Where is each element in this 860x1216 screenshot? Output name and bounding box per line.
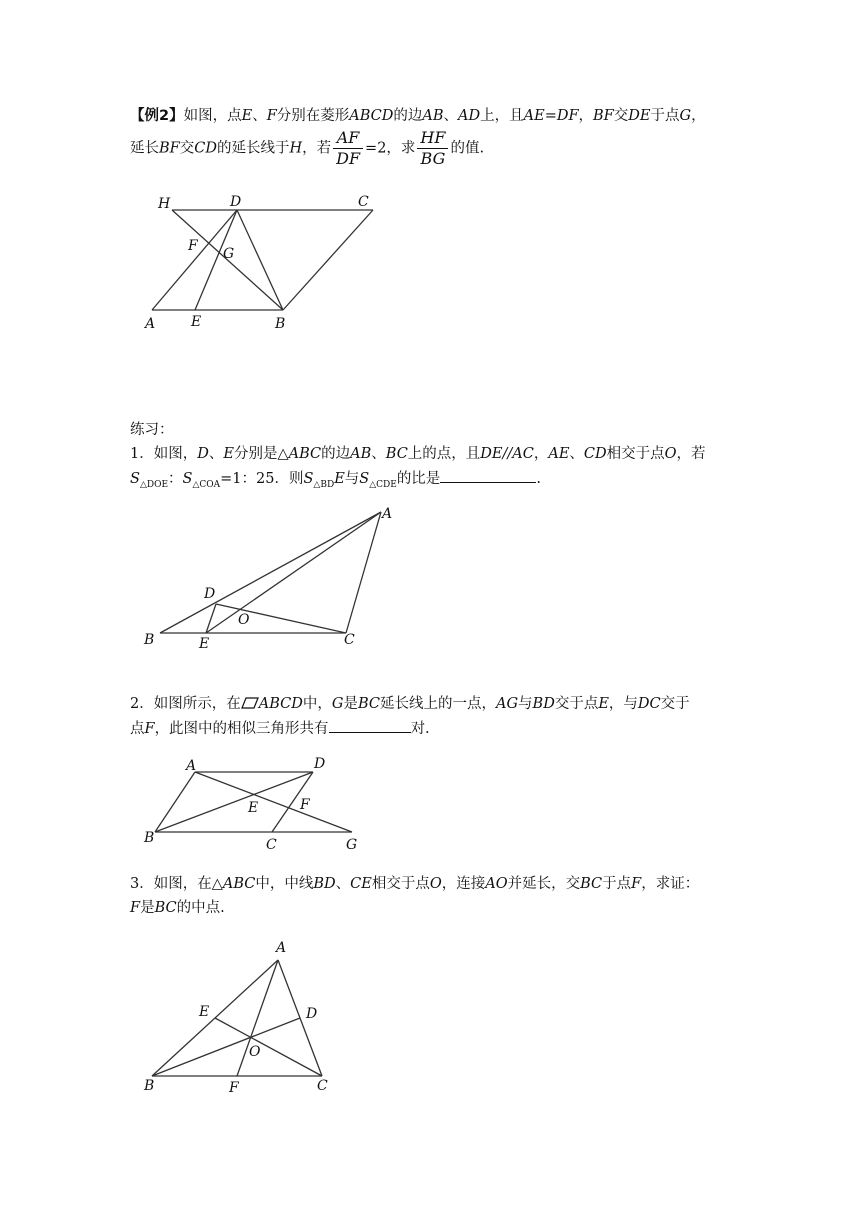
text: ，连接 xyxy=(441,876,486,892)
var: DE//AC xyxy=(480,446,534,462)
point-label-b: B xyxy=(275,316,286,332)
text: 、 xyxy=(569,446,584,462)
answer-blank[interactable] xyxy=(329,718,411,733)
var: BD xyxy=(532,696,555,712)
point-label-b: B xyxy=(144,632,155,648)
var: H xyxy=(289,140,303,157)
var: AB xyxy=(422,108,444,124)
practice-heading: 练习： xyxy=(130,422,174,438)
text: 1．如图， xyxy=(130,446,198,462)
point-label-b: B xyxy=(144,830,155,846)
text: 的中点. xyxy=(176,900,225,916)
var: AB xyxy=(350,446,372,462)
var: D xyxy=(197,446,209,462)
fraction-af-df xyxy=(333,128,363,169)
point-label-a: A xyxy=(382,506,393,522)
point-label-a: A xyxy=(145,316,156,332)
text: 如图，点 xyxy=(183,108,242,124)
var: DF xyxy=(556,108,579,124)
text: 是 xyxy=(343,696,358,712)
point-label-c: C xyxy=(317,1078,328,1094)
text: 、 xyxy=(252,108,267,124)
var: AG xyxy=(495,696,519,712)
subscript: △CDE xyxy=(369,479,397,490)
text: 相交于点 xyxy=(606,446,665,462)
text: ，与 xyxy=(608,696,638,712)
text: 的值. xyxy=(450,140,485,157)
var: CD xyxy=(194,140,217,157)
var: AO xyxy=(485,876,508,892)
var: AD xyxy=(458,108,481,124)
text: =2，求 xyxy=(365,140,416,157)
var: CD xyxy=(583,446,607,462)
q2-line1 xyxy=(130,694,690,714)
text: 的延长线于 xyxy=(216,140,290,157)
text: 分别在菱形 xyxy=(276,108,350,124)
fraction-numerator: HF xyxy=(417,128,448,149)
point-label-e: E xyxy=(199,636,210,652)
var: AE xyxy=(548,446,570,462)
var: S xyxy=(182,471,193,487)
text: ， xyxy=(533,446,549,462)
point-label-c: C xyxy=(358,194,369,210)
example2-label: 【例2】 xyxy=(130,108,184,124)
var: BC xyxy=(357,696,380,712)
text: 、 xyxy=(443,108,459,124)
q1-line2 xyxy=(130,468,541,495)
text: 并延长，交 xyxy=(507,876,581,892)
var: BC xyxy=(154,900,177,916)
q1-line1 xyxy=(130,444,706,464)
point-label-f: F xyxy=(188,238,198,254)
text: 相交于点 xyxy=(371,876,430,892)
var: E xyxy=(241,108,253,124)
point-label-a: A xyxy=(186,758,197,774)
text: 、 xyxy=(371,446,386,462)
var: DE xyxy=(628,108,651,124)
var: DC xyxy=(637,696,661,712)
q2-line2 xyxy=(130,718,430,739)
text: 、 xyxy=(208,446,224,462)
answer-blank[interactable] xyxy=(440,468,536,483)
subscript: △BD xyxy=(313,479,335,490)
var: O xyxy=(664,446,677,462)
var: S xyxy=(303,471,314,487)
text: . xyxy=(536,471,541,487)
fraction-hf-bg xyxy=(417,128,448,169)
var: E xyxy=(223,446,234,462)
text: 交 xyxy=(613,108,629,124)
example2-line1 xyxy=(130,106,706,126)
text: = xyxy=(544,108,557,124)
point-label-g: G xyxy=(223,246,235,262)
var: S xyxy=(359,471,370,487)
text: 于点 xyxy=(602,876,632,892)
text: 上的点，且 xyxy=(407,446,481,462)
var: F xyxy=(130,900,141,916)
point-label-e: E xyxy=(199,1004,210,1020)
text: 、 xyxy=(335,876,351,892)
var: ABC xyxy=(222,876,256,892)
point-label-o: O xyxy=(238,612,250,628)
point-label-e: E xyxy=(248,800,259,816)
text: ， xyxy=(578,108,594,124)
text: 延长线上的一点， xyxy=(379,696,496,712)
var: F xyxy=(266,108,277,124)
text: 是 xyxy=(140,900,155,916)
text: 3．如图，在△ xyxy=(130,876,223,892)
point-label-e: E xyxy=(191,314,202,330)
text: 点 xyxy=(130,721,145,737)
var: ABCD xyxy=(349,108,394,124)
var: CE xyxy=(350,876,372,892)
text: 延长 xyxy=(130,140,159,157)
text: ： xyxy=(168,471,183,487)
point-label-d: D xyxy=(230,194,242,210)
fraction-denominator: BG xyxy=(420,149,446,168)
text: 上，且 xyxy=(480,108,524,124)
var: BC xyxy=(385,446,408,462)
text: ， xyxy=(691,108,706,124)
var: BF xyxy=(159,140,180,157)
point-label-a: A xyxy=(276,940,287,956)
text: 的边 xyxy=(393,108,423,124)
text: ，求证： xyxy=(641,876,700,892)
text: 交于 xyxy=(660,696,690,712)
text: 的比是 xyxy=(396,471,441,487)
example2-line2 xyxy=(130,128,484,169)
text: 中，中线 xyxy=(255,876,314,892)
q3-figure xyxy=(140,932,350,1102)
point-label-h: H xyxy=(158,196,171,212)
point-label-g: G xyxy=(346,837,358,853)
var: S xyxy=(130,471,140,487)
var: BF xyxy=(593,108,614,124)
var: F xyxy=(144,721,155,737)
text: 与 xyxy=(518,696,533,712)
text: 的边 xyxy=(321,446,351,462)
q3-line1 xyxy=(130,874,699,894)
fraction-numerator: AF xyxy=(333,128,363,149)
point-label-d: D xyxy=(314,756,326,772)
text: ，若 xyxy=(676,446,706,462)
var: ABC xyxy=(288,446,322,462)
text: 中， xyxy=(302,696,332,712)
example2-figure xyxy=(140,188,390,338)
var: F xyxy=(631,876,642,892)
var: E xyxy=(334,471,345,487)
point-label-d: D xyxy=(204,586,216,602)
var: BD xyxy=(313,876,336,892)
text: 对. xyxy=(410,721,430,737)
var: BC xyxy=(580,876,603,892)
var: ABCD xyxy=(258,696,303,712)
text: 于点 xyxy=(650,108,680,124)
text: 2．如图所示，在 xyxy=(130,696,241,712)
point-label-b: B xyxy=(144,1078,155,1094)
point-label-o: O xyxy=(249,1044,261,1060)
text: ，若 xyxy=(302,140,332,157)
text: 交于点 xyxy=(554,696,599,712)
text: 交 xyxy=(179,140,195,157)
point-label-d: D xyxy=(306,1006,318,1022)
text: ，此图中的相似三角形共有 xyxy=(154,721,329,737)
var: AE xyxy=(523,108,545,124)
var: O xyxy=(429,876,442,892)
q1-figure xyxy=(138,500,398,655)
parallelogram-icon xyxy=(241,697,259,709)
point-label-c: C xyxy=(266,837,277,853)
var: E xyxy=(598,696,609,712)
point-label-f: F xyxy=(300,797,310,813)
var: G xyxy=(331,696,344,712)
text: 分别是△ xyxy=(233,446,289,462)
subscript: △COA xyxy=(192,479,221,490)
point-label-c: C xyxy=(344,632,355,648)
text: =1：25．则 xyxy=(220,471,304,487)
q3-line2 xyxy=(130,898,225,918)
text: 与 xyxy=(344,471,360,487)
point-label-f: F xyxy=(229,1080,239,1096)
var: G xyxy=(679,108,692,124)
subscript: △DOE xyxy=(139,479,169,490)
q2-figure xyxy=(140,752,370,857)
fraction-denominator: DF xyxy=(336,149,361,168)
